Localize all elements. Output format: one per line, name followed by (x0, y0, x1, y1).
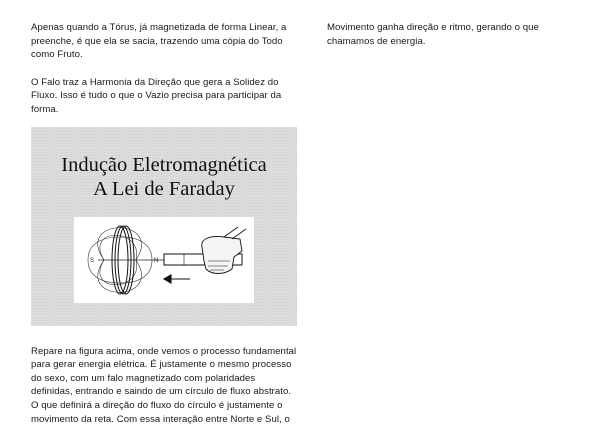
paragraph-figure-explanation: Repare na figura acima, onde vemos o processo fundamental para gerar energia elétrica. É justamente o mesmo processo do sexo, com um falo magnetizado com polaridades definidas, entrando e saindo de um círculo de fluxo abstrato. O que definirá a direção do fluxo do círculo é justamente o movimento da reta. Com essa interação entre Norte e Sul, o (31, 345, 297, 425)
paragraph-movimento: Movimento ganha direção e ritmo, gerando o que chamamos de energia. (327, 22, 539, 47)
paragraph-falo: O Falo traz a Harmonia da Direção que gera a Solidez do Fluxo. Isso é tudo o que o Vazio precisa para participar da forma. (31, 76, 282, 115)
label-south: S (90, 257, 95, 264)
coil-magnet-drawing (74, 217, 254, 303)
label-north: N (154, 257, 159, 264)
induction-illustration (74, 217, 254, 303)
figure-title: Indução Eletromagnética (61, 153, 267, 176)
faraday-figure (31, 127, 297, 326)
paragraph-torus: Apenas quando a Tórus, já magnetizada de forma Linear, a preenche, é que ela se sacia, trazendo uma cópia do Todo como Fruto. (31, 22, 287, 61)
left-column (31, 21, 299, 426)
right-column (327, 21, 577, 48)
figure-subtitle: A Lei de Faraday (93, 177, 235, 200)
